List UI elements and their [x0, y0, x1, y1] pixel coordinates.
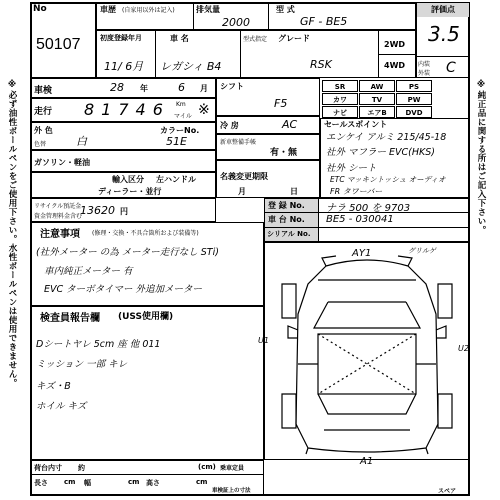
reg-value: 11/ 6月 [104, 60, 144, 73]
cargo-label: 荷台内寸 [34, 464, 62, 472]
no-label: No [33, 4, 47, 14]
length-label: 長さ [34, 479, 48, 487]
color-change-label: 色替 [34, 141, 47, 148]
check-line-3: キズ・B [36, 381, 71, 392]
manual-label: 新車整備手帳 [220, 139, 257, 146]
diagram-top-note: グリルゲ [408, 247, 436, 255]
displacement-label: 排気量 [196, 5, 220, 14]
inspection-year-unit: 年 [140, 84, 148, 93]
fuel-value: ガソリン・軽油 [34, 158, 90, 167]
recycle-label: リサイクル預託金 [34, 203, 82, 210]
height-cm: cm [196, 478, 208, 486]
cargo-cm: (cm) [198, 463, 216, 471]
selling-label: セールスポイント [324, 120, 388, 129]
mileage-value: 81746 [84, 100, 170, 119]
inspection-label: 車検 [34, 86, 53, 96]
name-change-month: 月 [238, 187, 246, 196]
name-change-day: 日 [290, 187, 298, 196]
equipment-5: TV [359, 93, 395, 105]
drive-4wd: 4WD [384, 61, 406, 70]
check-sub: (USS使用欄) [118, 312, 174, 322]
color-no-label: カラーNo. [160, 126, 200, 135]
chassis-label: 車 台 No. [265, 213, 318, 227]
purchase-label: 輸入区分 [112, 175, 144, 184]
name-label: 車 名 [170, 34, 189, 43]
grade-sub: 型式指定 [243, 36, 268, 43]
side-note-left: ※必ず油性ボールペンをご使用下さい。水性ボールペンは使用できません。 [7, 80, 17, 388]
shift-label: シフト [220, 82, 244, 91]
type-label: 型 式 [276, 5, 295, 14]
selling-point-4: ETC マッキントッシュ オーディオ [330, 175, 446, 184]
drive-2wd: 2WD [384, 40, 406, 49]
seats-label: 乗車定員 [220, 465, 245, 472]
recycle-note: 資金管理料金含む [34, 213, 83, 220]
notes-line-3: EVC ターボタイマー 外追加メーター [44, 284, 202, 295]
name-change-label: 名義変更期限 [220, 172, 268, 181]
reg-label: 初度登録年月 [100, 34, 142, 42]
shaken-label: 車歴 [100, 5, 116, 14]
recycle-unit: 円 [120, 207, 128, 216]
name-value: レガシィ B4 [160, 60, 222, 73]
equipment-8: エアB [359, 106, 395, 118]
selling-point-2: 社外 マフラー EVC(HKS) [326, 147, 435, 158]
chassis-value: BE5 - 030041 [326, 214, 394, 225]
mileage-label: 走行 [34, 107, 53, 117]
grade-label: グレード [278, 34, 310, 43]
aircon-value: AC [282, 118, 298, 131]
car-diagram [266, 244, 468, 458]
score-value: 3.5 [428, 22, 460, 46]
notes-label: 注意事項 [40, 229, 80, 240]
diagram-top-mark: AY1 [352, 248, 372, 259]
width-label: 幅 [84, 479, 91, 487]
reg-no-label: 登 録 No. [265, 199, 318, 212]
color-no: 51E [166, 135, 187, 148]
aircon-label: 冷 房 [220, 121, 239, 130]
shaken-sub: (自家用以外は記入) [122, 7, 175, 14]
shift-value: F5 [274, 97, 288, 110]
km-label: Km [176, 101, 186, 108]
notes-sub: (修理・交換・不具合箇所および装備等) [92, 230, 199, 237]
check-line-4: ホイル キズ [36, 401, 87, 412]
color-label: 外 色 [34, 126, 53, 135]
inspection-month-unit: 月 [200, 84, 208, 93]
purchase-dealer: ディーラー・並行 [98, 187, 162, 196]
check-line-2: ミッション 一部 キレ [36, 359, 128, 370]
type-value: GF - BE5 [300, 15, 348, 28]
length-cm: cm [64, 478, 76, 486]
height-label: 高さ [146, 479, 160, 487]
equipment-7: ナビ [322, 106, 358, 118]
grade-value: RSK [310, 58, 332, 71]
selling-point-1: エンケイ アルミ 215/45-18 [326, 132, 447, 143]
manual-value: 有・無 [270, 148, 298, 158]
check-label: 検査員報告欄 [40, 313, 100, 324]
equipment-9: DVD [396, 106, 432, 118]
notes-line-1: (社外メーター の為 メーター走行なし STi) [36, 247, 219, 258]
purchase-left: 左ハンドル [156, 175, 196, 184]
equipment-2: AW [359, 80, 395, 92]
spare-label: スペア [438, 488, 457, 495]
equipment-3: PS [396, 80, 432, 92]
usage-label: 車検証上の寸法 [212, 488, 251, 494]
inspection-month: 6 [178, 81, 185, 94]
diagram-left-mark: U1 [258, 336, 269, 345]
score-label: 評価点 [417, 3, 469, 17]
equipment-6: PW [396, 93, 432, 105]
selling-point-5: FR タワーバー [330, 187, 383, 196]
diagram-bottom-mark: A1 [360, 456, 374, 467]
displacement-value: 2000 [222, 16, 250, 29]
check-line-1: Dシートヤレ 5cm 座 他 011 [36, 339, 161, 350]
selling-point-3: 社外 シート [326, 163, 377, 174]
interior-label: 内装 [418, 61, 431, 68]
reg-no-value: ナラ 500 を 9703 [326, 203, 411, 214]
interior-value: C [446, 60, 456, 76]
equipment-1: SR [322, 80, 358, 92]
equipment-4: カワ [322, 93, 358, 105]
notes-line-2: 車内純正メーター 有 [44, 266, 133, 277]
side-note-right: ※純正品に関する所はご記入下さい。 [476, 80, 486, 235]
width-cm: cm [128, 478, 140, 486]
inspection-year: 28 [110, 81, 124, 94]
mileage-mark: ※ [198, 102, 210, 118]
serial-label: シリアル No. [265, 228, 318, 241]
recycle-value: 13620 [80, 204, 115, 217]
mile-label: マイル [174, 113, 192, 120]
color-value: 白 [76, 135, 87, 148]
cargo-approx: 約 [78, 464, 85, 472]
lot-number: 50107 [36, 36, 81, 53]
exterior-label: 外装 [418, 70, 431, 77]
diagram-right-mark: U2 [458, 344, 469, 353]
